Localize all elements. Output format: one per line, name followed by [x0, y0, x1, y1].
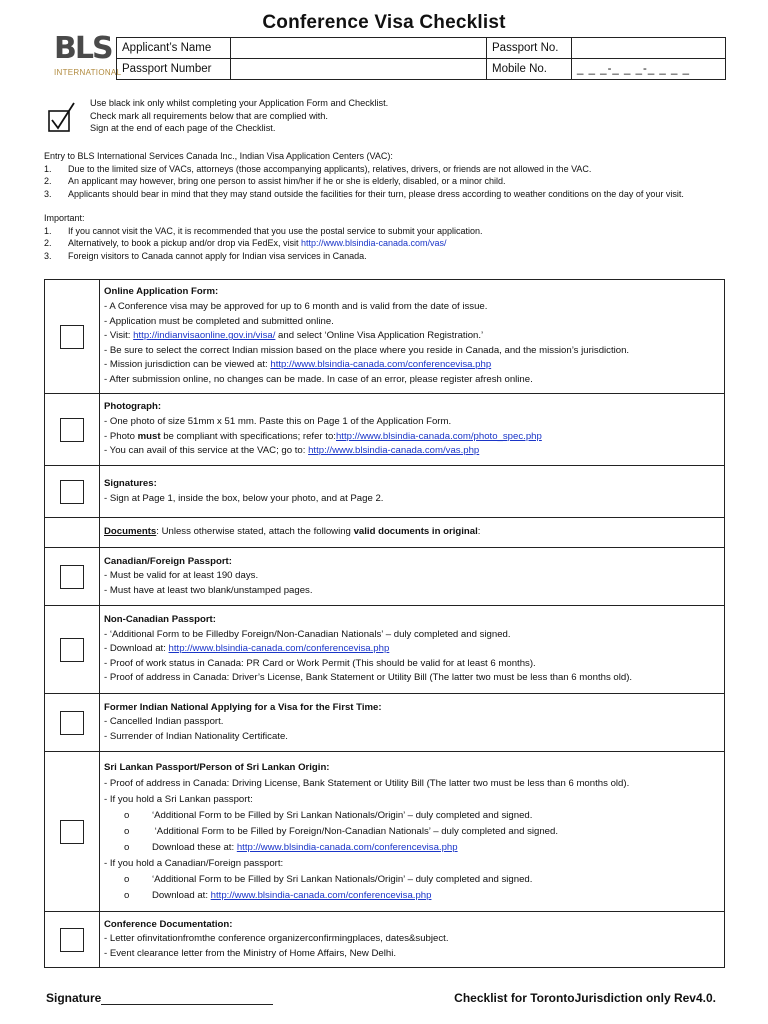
checklist-row-conference-docs: Conference Documentation: - Letter ofinvitationfromthe conference organizerconfirmingplaces, dates&subject. - Event clearance letter from the Ministry of Home Affairs, New Delhi. — [45, 912, 725, 968]
important-item: If you cannot visit the VAC, it is recommended that you use the postal service to submit your application. — [68, 225, 483, 236]
checkbox-signatures[interactable] — [60, 480, 84, 504]
instruction-line: Check mark all requirements below that are complied with. — [90, 110, 328, 121]
sri-lankan-download-link[interactable]: http://www.blsindia-canada.com/conferencevisa.php — [236, 841, 458, 853]
jurisdiction-link[interactable]: http://www.blsindia-canada.com/conferencevisa.php — [270, 359, 492, 371]
checklist-table — [44, 279, 725, 968]
non-canadian-download-link[interactable]: http://www.blsindia-canada.com/conferencevisa.php — [168, 643, 390, 655]
vas-link[interactable]: http://www.blsindia-canada.com/vas.php — [308, 445, 480, 457]
bullet-icon: o — [124, 873, 130, 885]
bls-logo — [52, 31, 122, 82]
bullet-icon: o — [124, 889, 130, 901]
checkbox-sri-lankan[interactable] — [60, 820, 84, 844]
applicant-name-label: Applicant’s Name — [117, 38, 231, 59]
instruction-line: Sign at the end of each page of the Checklist. — [90, 123, 276, 133]
photo-spec-link[interactable]: http://www.blsindia-canada.com/photo_spec.php — [335, 430, 542, 442]
passport-number-label: Passport Number — [117, 59, 231, 80]
checklist-row-signatures: Signatures: - Sign at Page 1, inside the box, below your photo, and at Page 2. — [45, 466, 725, 518]
instructions — [90, 97, 388, 135]
important-item: Alternatively, to book a pickup and/or drop via FedEx, visit — [68, 238, 301, 248]
entry-item: Applicants should bear in mind that they may stand outside the facilities for their turn, please dress according to weather conditions on the day of your visit. — [68, 188, 684, 199]
bullet-icon: o — [124, 841, 130, 853]
checklist-row-former-indian: Former Indian National Applying for a Visa for the First Time: - Cancelled Indian passport. - Surrender of Indian Nationality Certificate. — [45, 694, 725, 752]
applicant-info-table — [116, 37, 726, 80]
canadian-holder-download-link[interactable]: http://www.blsindia-canada.com/conferencevisa.php — [210, 889, 432, 901]
entry-item: Due to the limited size of VACs, attorneys (those accompanying applicants), relatives, drivers, or friends are not allowed in the VAC. — [68, 163, 592, 174]
checklist-row-online: Online Application Form: - A Conference visa may be approved for up to 6 month and is valid from the date of issue. - Application must be completed and submitted online. - Visit: http://indianvisaonline.gov.in/visa/ and select ‘Online Visa Application Registration.’ - Be sure to select the correct Indian mission based on the place where you reside in Canada, and the mission’s jurisdiction. - Mission jurisdiction can be viewed at: http://www.blsindia-canada.com/conferencevisa.php - After submission online, no changes can be made. In case of an error, please register afresh online. — [45, 280, 725, 394]
entry-item: An applicant may however, bring one person to assist him/her if he or she is elderly, disabled, or a minor child. — [68, 176, 506, 186]
applicant-name-field[interactable] — [231, 38, 487, 59]
entry-heading: Entry to BLS International Services Canada Inc., Indian Visa Application Centers (VAC): — [44, 151, 393, 161]
passport-number-field[interactable] — [231, 59, 487, 80]
signature-line[interactable] — [101, 992, 273, 1005]
checklist-row-documents: Documents: Unless otherwise stated, attach the following valid documents in original: — [45, 518, 725, 548]
bullet-icon: o — [124, 825, 130, 837]
instruction-line: Use black ink only whilst completing your Application Form and Checklist. — [90, 98, 389, 108]
page-title: Conference Visa Checklist — [262, 12, 506, 33]
checklist-row-sri-lankan: Sri Lankan Passport/Person of Sri Lankan Origin: - Proof of address in Canada: Driving License, Bank Statement or Utility Bill (The latter two must be less than 6 months old). - If you hold a Sri Lankan passport: o ‘Additional Form to be Filled by Sri Lankan Nationals/Origin’ – duly completed and signed. o ‘Additional Form to be Filled by Foreign/Non-Canadian Nationals’ – duly completed and signed. o Download these at: http://www.blsindia-canada.com/conferencevisa.php - If you hold a Canadian/Foreign passport: o ‘Additional Form to be Filled by Sri Lankan Nationals/Origin’ – duly completed and signed. o Download at: http://www.blsindia-canada.com/conferencevisa.php — [45, 752, 725, 912]
checklist-row-non-canadian-passport: Non-Canadian Passport: - ‘Additional Form to be Filledby Foreign/Non-Canadian Nationals’ – duly completed and signed. - Download at: http://www.blsindia-canada.com/conferencevisa.php - Proof of work status in Canada: PR Card or Work Permit (This should be valid for at least 6 months). - Proof of address in Canada: Driver’s License, Bank Statement or Utility Bill (The latter two must be less than 6 months old). — [45, 606, 725, 694]
checkbox-canadian-passport[interactable] — [60, 565, 84, 589]
checklist-row-canadian-passport: Canadian/Foreign Passport: - Must be valid for at least 190 days. - Must have at least two blank/unstamped pages. — [45, 548, 725, 606]
important-item: Foreign visitors to Canada cannot apply for Indian visa services in Canada. — [68, 250, 367, 261]
bullet-icon: o — [124, 809, 130, 821]
passport-no-field[interactable] — [572, 38, 726, 59]
logo-text: BLS — [54, 31, 112, 66]
visa-online-link[interactable]: http://indianvisaonline.gov.in/visa/ — [133, 330, 276, 342]
fedex-link[interactable]: http://www.blsindia-canada.com/vas/ — [300, 238, 447, 248]
logo-subtext: INTERNATIONAL — [54, 68, 122, 77]
checkbox-online-form[interactable] — [60, 325, 84, 349]
important-section: Important: 1. If you cannot visit the VAC, it is recommended that you use the postal service to submit your application. 2. Alternatively, to book a pickup and/or drop via FedEx, visit http://www.blsindia-canada.com/vas/ 3. Foreign visitors to Canada cannot apply for Indian visa services in Canada. — [44, 212, 744, 262]
checkmark-box-icon — [48, 102, 76, 134]
mobile-field[interactable]: _ _ _-_ _ _-_ _ _ _ — [572, 59, 726, 80]
checkbox-former-indian[interactable] — [60, 711, 84, 735]
entry-section: Entry to BLS International Services Canada Inc., Indian Visa Application Centers (VAC): 1. Due to the limited size of VACs, attorneys (those accompanying applicants), relatives, drivers, or friends are not allowed in the VAC. 2. An applicant may however, bring one person to assist him/her if he or she is elderly, disabled, or a minor child. 3. Applicants should bear in mind that they may stand outside the facilities for their turn, please dress according to weather conditions on the day of your visit. — [44, 150, 744, 200]
signature-area — [46, 991, 273, 1005]
signature-label: Signature — [46, 991, 102, 1005]
checkbox-conference-docs[interactable] — [60, 928, 84, 952]
revision-note: Checklist for TorontoJurisdiction only Rev4.0. — [454, 991, 716, 1005]
checkbox-photograph[interactable] — [60, 418, 84, 442]
checkbox-non-canadian-passport[interactable] — [60, 638, 84, 662]
checklist-row-photo: Photograph: - One photo of size 51mm x 51 mm. Paste this on Page 1 of the Application Form. - Photo must be compliant with specifications; refer to:http://www.blsindia-canada.com/photo_spec.php - You can avail of this service at the VAC; go to: http://www.blsindia-canada.com/vas.php — [45, 394, 725, 466]
mobile-label: Mobile No. — [487, 59, 572, 80]
passport-no-label: Passport No. — [487, 38, 572, 59]
important-heading: Important: — [44, 213, 85, 223]
